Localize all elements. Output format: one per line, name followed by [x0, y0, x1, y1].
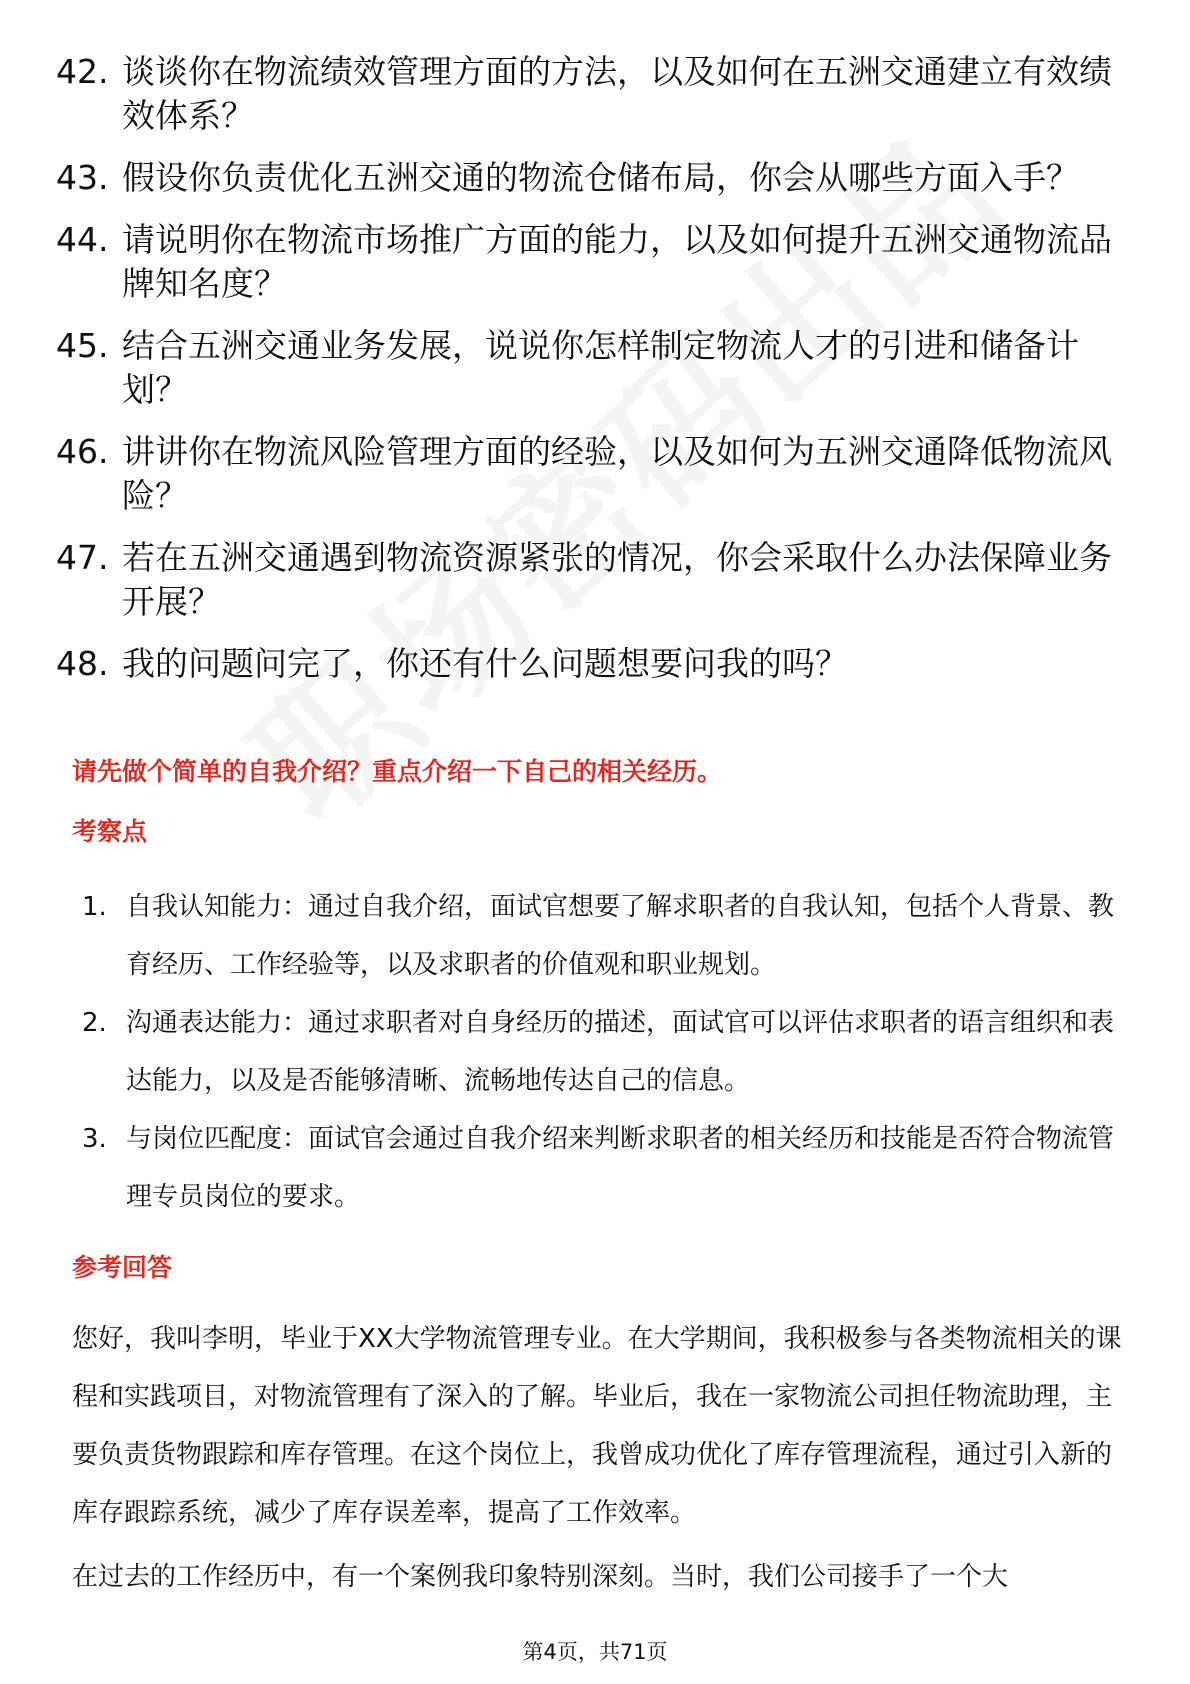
answer-paragraph: 您好，我叫李明，毕业于XX大学物流管理专业。在大学期间，我积极参与各类物流相关的课程和实践项目，对物流管理有了深入的了解。毕业后，我在一家物流公司担任物流助理，主要负责货物跟踪和库存管理。在这个岗位上，我曾成功优化了库存管理流程，通过引入新的库存跟踪系统，减少了库存误差率，提高了工作效率。	[72, 1324, 1122, 1528]
question-item	[56, 430, 1136, 518]
question-text: 若在五洲交通遇到物流资源紧张的情况，你会采取什么办法保障业务开展？	[122, 538, 1112, 621]
point-text: 与岗位匹配度：面试官会通过自我介绍来判断求职者的相关经历和技能是否符合物流管理专员岗位的要求。	[126, 1124, 1115, 1212]
assessment-title: 考察点	[72, 817, 148, 846]
point-number: 1.	[82, 892, 107, 922]
assessment-point	[82, 1110, 1122, 1226]
question-list	[56, 50, 1136, 704]
question-number: 45.	[56, 326, 109, 365]
question-number: 46.	[56, 432, 109, 471]
page-footer: 第4页，共71页	[522, 1640, 668, 1664]
reference-answer-title: 参考回答	[72, 1253, 173, 1282]
point-number: 3.	[82, 1124, 107, 1154]
answer-paragraph: 在过去的工作经历中，有一个案例我印象特别深刻。当时，我们公司接手了一个大	[72, 1562, 1009, 1592]
point-text: 沟通表达能力：通过求职者对自身经历的描述，面试官可以评估求职者的语言组织和表达能力，以及是否能够清晰、流畅地传达自己的信息。	[126, 1008, 1115, 1096]
question-number: 48.	[56, 644, 109, 683]
question-item	[56, 156, 1136, 200]
question-text: 假设你负责优化五洲交通的物流仓储布局，你会从哪些方面入手？	[122, 158, 1079, 197]
point-text: 自我认知能力：通过自我介绍，面试官想要了解求职者的自我认知，包括个人背景、教育经历、工作经验等，以及求职者的价值观和职业规划。	[126, 892, 1115, 980]
question-number: 44.	[56, 220, 109, 259]
question-number: 47.	[56, 538, 109, 577]
question-number: 43.	[56, 158, 109, 197]
assessment-point	[82, 878, 1122, 994]
question-text: 讲讲你在物流风险管理方面的经验，以及如何为五洲交通降低物流风险？	[122, 432, 1112, 515]
assessment-point	[82, 994, 1122, 1110]
question-text: 谈谈你在物流绩效管理方面的方法，以及如何在五洲交通建立有效绩效体系？	[122, 52, 1112, 135]
question-number: 42.	[56, 52, 109, 91]
question-item	[56, 536, 1136, 624]
question-item	[56, 218, 1136, 306]
question-text: 请说明你在物流市场推广方面的能力，以及如何提升五洲交通物流品牌知名度？	[122, 220, 1112, 303]
point-number: 2.	[82, 1008, 107, 1038]
question-item	[56, 324, 1136, 412]
question-text: 结合五洲交通业务发展，说说你怎样制定物流人才的引进和储备计划？	[122, 326, 1079, 409]
question-text: 我的问题问完了，你还有什么问题想要问我的吗？	[122, 644, 848, 683]
question-item	[56, 642, 1136, 686]
question-item	[56, 50, 1136, 138]
assessment-points-list	[82, 878, 1122, 1226]
focus-question-heading: 请先做个简单的自我介绍？重点介绍一下自己的相关经历。	[72, 757, 723, 786]
